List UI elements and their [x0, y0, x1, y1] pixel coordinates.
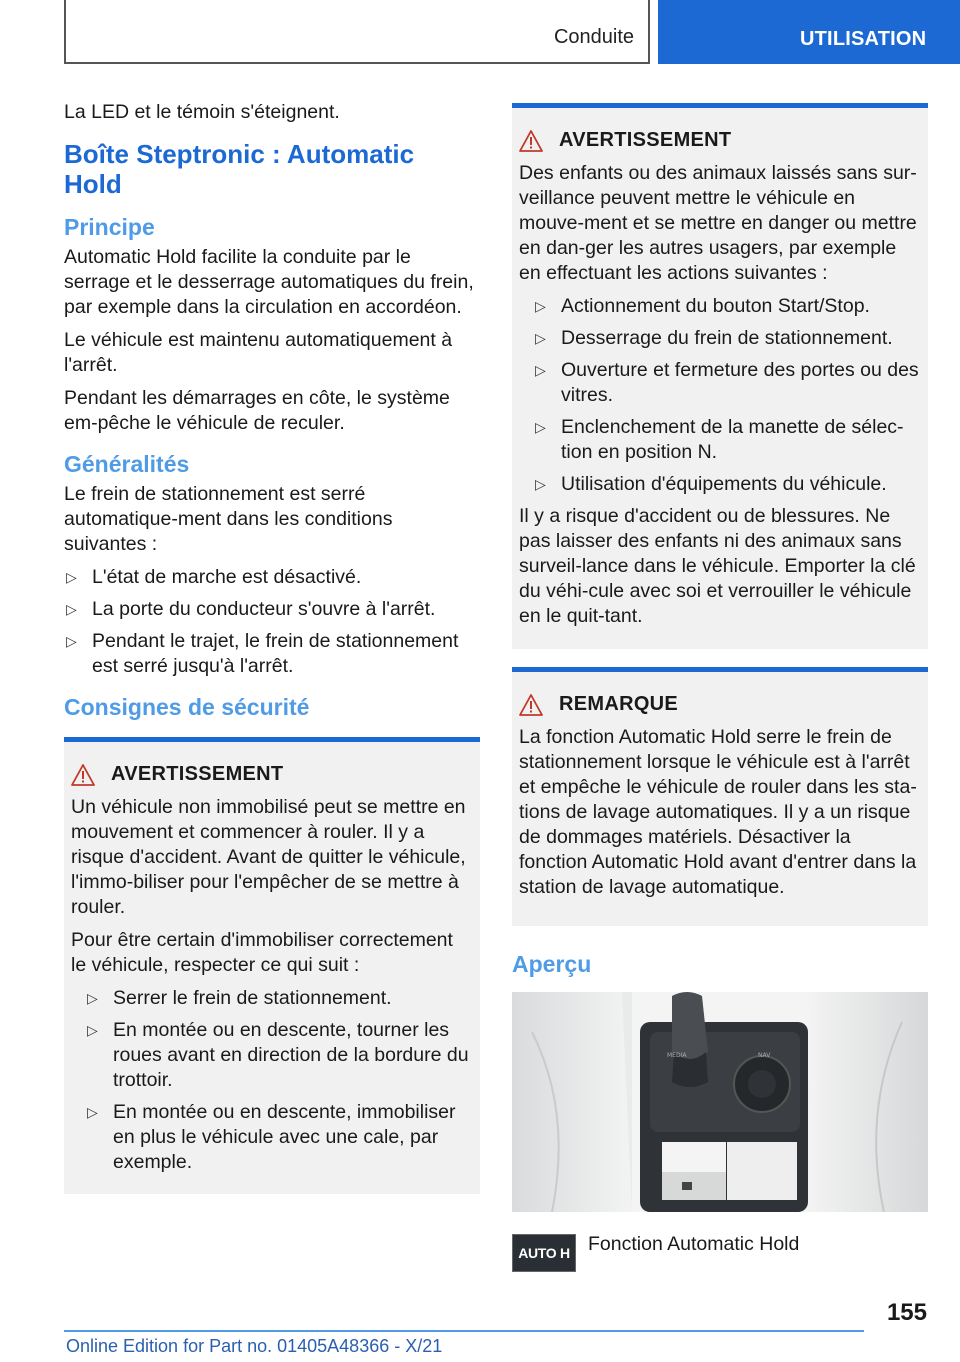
- list-item: [71, 1100, 473, 1175]
- section-title-line1: Boîte Steptronic : Automatic: [64, 139, 415, 169]
- list-item-text: La porte du conducteur s'ouvre à l'arrêt.: [92, 598, 436, 620]
- warning-triangle-icon: [71, 764, 95, 786]
- warning-title-text: AVERTISSEMENT: [111, 763, 284, 785]
- list-item-text: Actionnement du bouton Start/Stop.: [561, 295, 870, 317]
- list-item-text: Ouverture et fermeture des portes ou des vitres.: [561, 359, 919, 406]
- warning-title: [71, 762, 473, 787]
- triangle-bullet-icon: ▷: [87, 1022, 98, 1038]
- warning-box-right: [512, 103, 928, 649]
- list-item: [71, 986, 473, 1011]
- list-item: [64, 565, 480, 590]
- triangle-bullet-icon: ▷: [535, 476, 546, 492]
- triangle-bullet-icon: ▷: [66, 633, 77, 649]
- section-title-line2: Hold: [64, 169, 122, 199]
- triangle-bullet-icon: ▷: [535, 330, 546, 346]
- warning-title: [519, 128, 921, 153]
- header-section-box: [64, 0, 650, 64]
- principe-paragraph-2: Le véhicule est maintenu automatiquement à l'arrêt.: [64, 329, 453, 376]
- header-chapter-box: [658, 0, 960, 64]
- list-item: [519, 326, 921, 351]
- list-item-text: En montée ou en descente, immobiliser en plus le véhicule avec une cale, par exemple.: [113, 1101, 456, 1173]
- triangle-bullet-icon: ▷: [535, 298, 546, 314]
- warning-paragraph-1: Des enfants ou des animaux laissés sans sur‐veillance peuvent mettre le véhicule en mouve‐ment et se mettre en danger ou mettre en dan‐ger les autres usagers, par exemple en effectuant les actions suivantes :: [519, 162, 917, 284]
- warning-paragraph-1: Un véhicule non immobilisé peut se mettre en mouvement et commencer à rouler. Il y a risque d'accident. Avant de quitter le véhicule, l'immo‐biliser pour l'empêcher de se mettre à rouler.: [71, 796, 466, 918]
- list-item-text: Desserrage du frein de stationnement.: [561, 327, 893, 349]
- page-number: 155: [886, 1299, 927, 1326]
- consignes-heading: Consignes de sécurité: [64, 694, 310, 720]
- list-item-text: Enclenchement de la manette de sélec‐tion en position N.: [561, 416, 904, 463]
- list-item: [519, 472, 921, 497]
- list-item-text: L'état de marche est désactivé.: [92, 566, 362, 588]
- list-item-text: En montée ou en descente, tourner les roues avant en direction de la bordure du trottoir.: [113, 1019, 469, 1091]
- warning-paragraph-2: Il y a risque d'accident ou de blessures. Ne pas laisser des enfants ni des animaux sans surveil‐lance dans le véhicule. Emporter la clé du véhi‐cule avec soi et verrouiller le véhicule en le quit‐tant.: [519, 505, 916, 627]
- triangle-bullet-icon: ▷: [66, 569, 77, 585]
- list-item: [64, 629, 480, 679]
- remarque-title: [519, 692, 921, 717]
- warning-box-left: [64, 737, 480, 1194]
- svg-text:NAV: NAV: [758, 1052, 771, 1059]
- left-column: [64, 100, 480, 1194]
- svg-text:MEDIA: MEDIA: [667, 1052, 687, 1059]
- auto-h-button-icon: AUTO H: [512, 1234, 576, 1272]
- generalites-list: [64, 565, 480, 679]
- center-console-illustration: [512, 992, 928, 1212]
- triangle-bullet-icon: ▷: [66, 601, 77, 617]
- principe-paragraph-1: Automatic Hold facilite la conduite par le serrage et le desserrage automatiques du frein, par exemple dans la circulation en accordéon.: [64, 246, 474, 318]
- list-item: [71, 1018, 473, 1093]
- triangle-bullet-icon: ▷: [535, 419, 546, 435]
- caption-row: [512, 1232, 928, 1272]
- warning-list: [519, 294, 921, 497]
- center-console-photo: [512, 992, 928, 1212]
- remarque-title-text: REMARQUE: [559, 693, 679, 715]
- list-item-text: Utilisation d'équipements du véhicule.: [561, 473, 887, 495]
- triangle-bullet-icon: ▷: [535, 362, 546, 378]
- remarque-box: [512, 667, 928, 926]
- apercu-heading: Aperçu: [512, 951, 592, 977]
- list-item: [519, 415, 921, 465]
- generalites-heading: Généralités: [64, 451, 190, 477]
- warning-triangle-icon: [519, 130, 543, 152]
- remarque-paragraph: La fonction Automatic Hold serre le frein de stationnement lorsque le véhicule est à l'arrêt et empêche le véhicule de rouler dans les sta‐tions de lavage automatiques. Il y a un risque de dommages matériels. Désactiver la fonction Automatic Hold avant d'entrer dans la station de lavage automatique.: [519, 726, 917, 898]
- triangle-bullet-icon: ▷: [87, 1104, 98, 1120]
- header-section-label: Conduite: [553, 26, 634, 48]
- list-item-text: Pendant le trajet, le frein de stationnement est serré jusqu'à l'arrêt.: [92, 630, 459, 677]
- principe-heading: Principe: [64, 214, 155, 240]
- warning-list: [71, 986, 473, 1175]
- warning-title-text: AVERTISSEMENT: [559, 129, 732, 151]
- list-item-text: Serrer le frein de stationnement.: [113, 987, 392, 1009]
- right-column: [512, 103, 928, 1272]
- triangle-bullet-icon: ▷: [87, 990, 98, 1006]
- list-item: [64, 597, 480, 622]
- footer-edition: Online Edition for Part no. 01405A48366 - X/21: [66, 1336, 443, 1356]
- intro-text: La LED et le témoin s'éteignent.: [64, 101, 340, 123]
- generalites-paragraph: Le frein de stationnement est serré automatique‐ment dans les conditions suivantes :: [64, 483, 393, 555]
- header-chapter-label: UTILISATION: [800, 28, 927, 50]
- section-title: [64, 139, 480, 199]
- footer-divider: [64, 1330, 864, 1332]
- list-item: [519, 358, 921, 408]
- list-item: [519, 294, 921, 319]
- warning-paragraph-2: Pour être certain d'immobiliser correctement le véhicule, respecter ce qui suit :: [71, 929, 453, 976]
- warning-triangle-icon: [519, 694, 543, 716]
- auto-h-caption: Fonction Automatic Hold: [588, 1233, 800, 1255]
- principe-paragraph-3: Pendant les démarrages en côte, le système em‐pêche le véhicule de reculer.: [64, 387, 450, 434]
